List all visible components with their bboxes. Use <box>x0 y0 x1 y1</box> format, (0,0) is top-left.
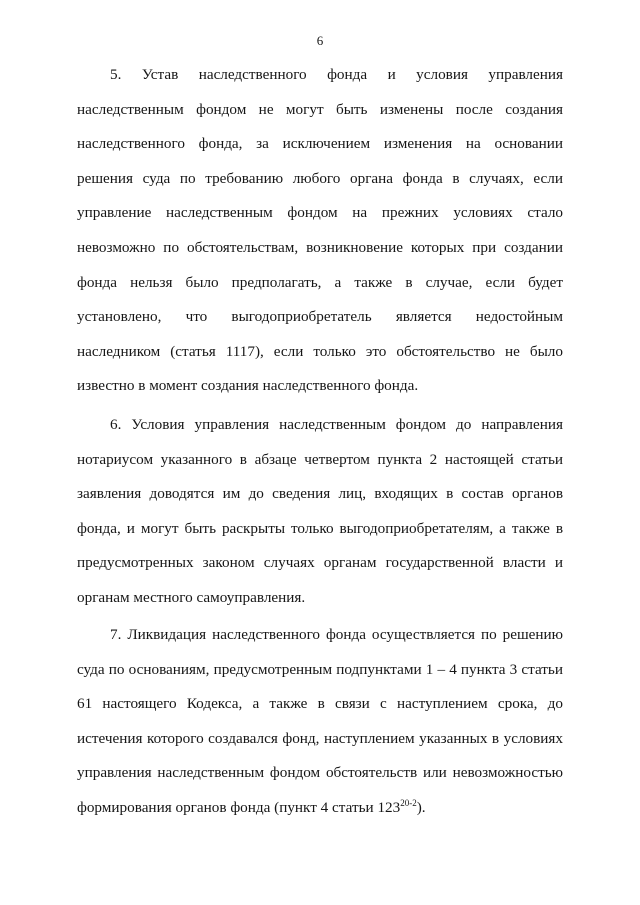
article-superscript: 20-2 <box>400 797 417 808</box>
page-number: 6 <box>316 33 324 48</box>
paragraph-7-tail: ). <box>416 798 426 816</box>
paragraph-5: 5. Устав наследственного фонда и условия управления наследственным фондом не могут быть изменены после создания наследственного фонда, за исключением изменения на основании решения суда по требованию любого органа фонда в случаях, если управление наследственным фондом на прежних условиях стало невозможно по обстоятельствам, возникновение которых при создании фонда нельзя было предполагать, а также в случае, если будет установлено, что выгодоприобретатель является недостойным наследником (статья 1117), если только это обстоятельство не было известно в момент создания наследственного фонда. <box>77 66 563 395</box>
paragraph-7-text: 7. Ликвидация наследственного фонда осуществляется по решению суда по основаниям, предусмотренным подпунктами 1 – 4 пункта 3 статьи 61 настоящего Кодекса, а также в связи с наступлением срока, до истечения которого создавался фонд, наступлением указанных в условиях управления наследственным фондом обстоятельств или невозможностью формирования органов фонда (пункт 4 статьи 123 <box>77 626 563 816</box>
paragraph-6: 6. Условия управления наследственным фондом до направления нотариусом указанного в абзаце четвертом пункта 2 настоящей статьи заявления доводятся им до сведения лиц, входящих в состав органов фонда, и могут быть раскрыты только выгодоприобретателям, а также в предусмотренных законом случаях органам государственной власти и органам местного самоуправления. <box>77 416 563 606</box>
paragraph-7 <box>77 618 563 826</box>
